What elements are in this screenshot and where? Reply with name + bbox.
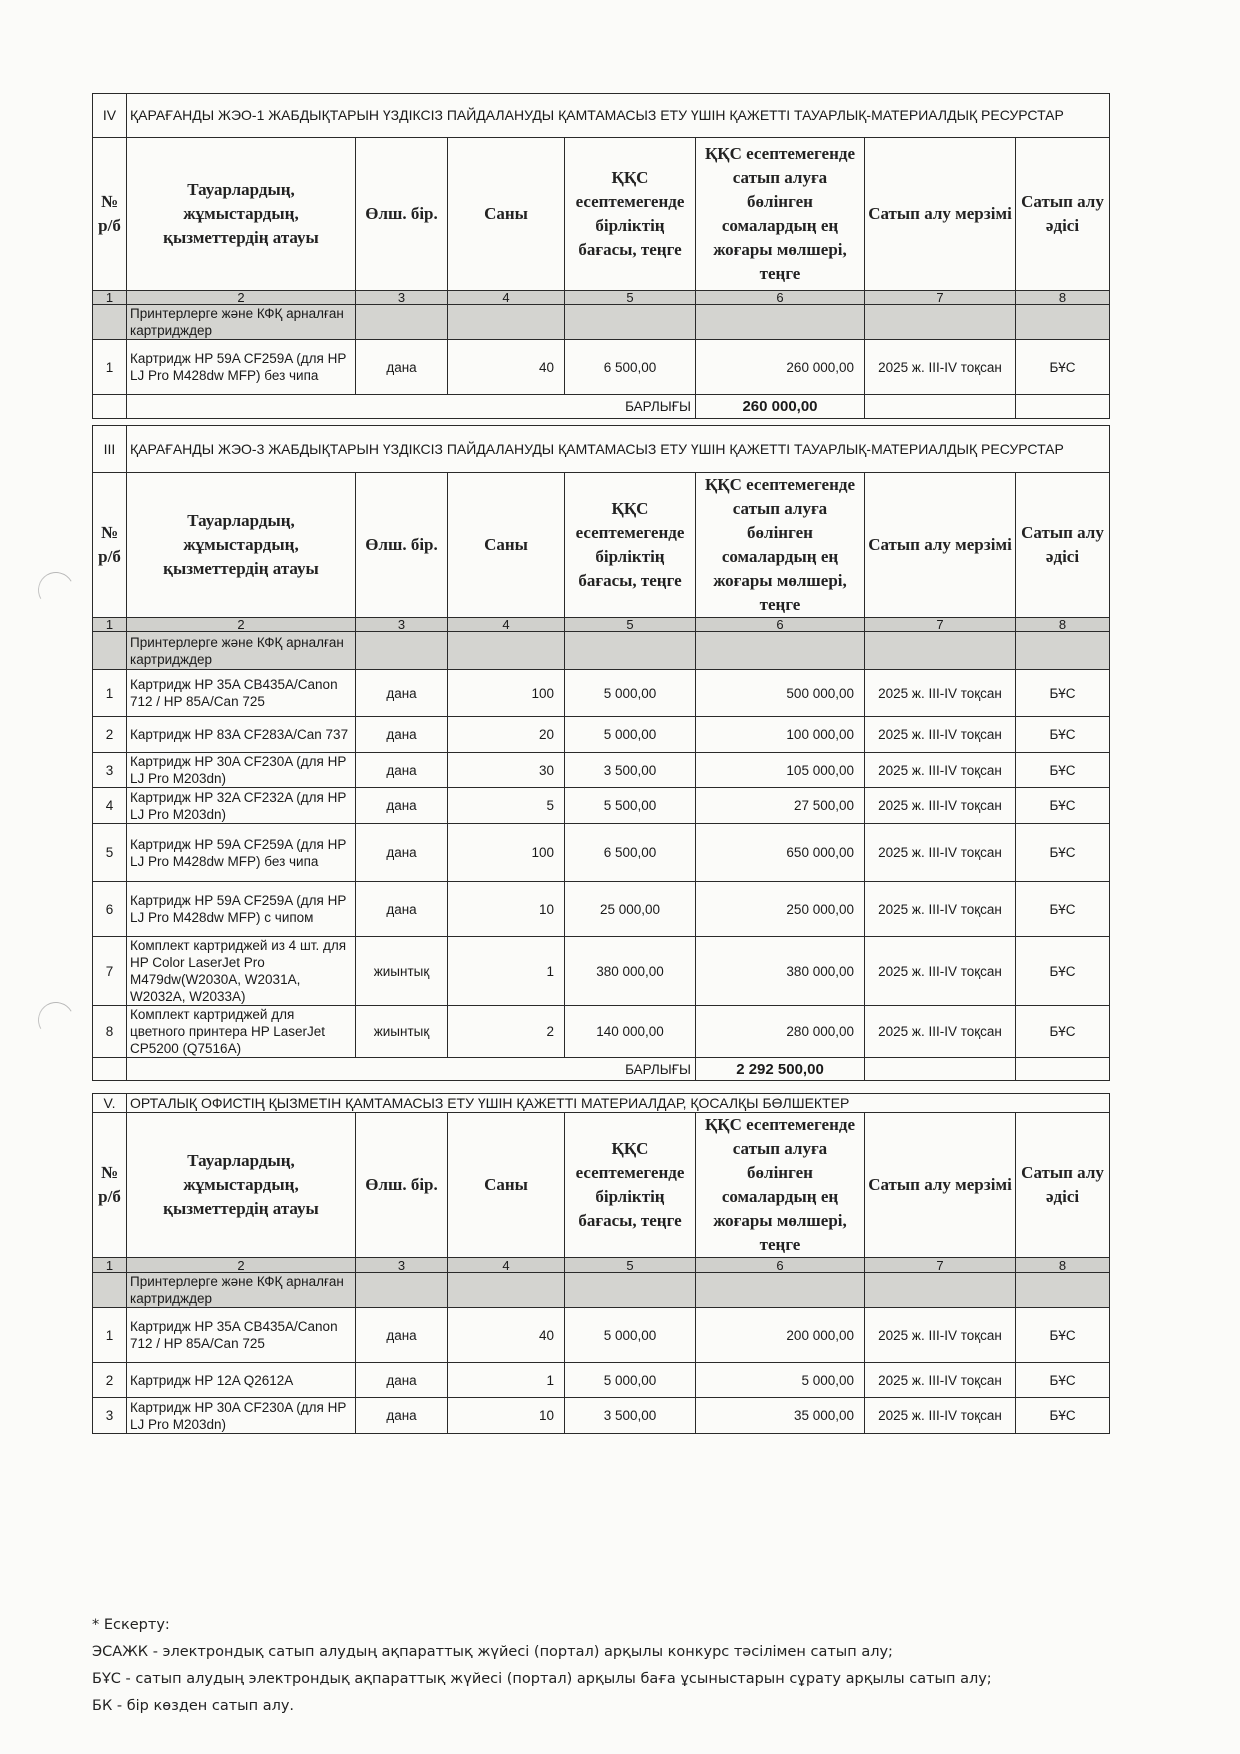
row-unit-price: 25 000,00 — [565, 882, 696, 937]
column-number: 6 — [696, 291, 865, 305]
header-period: Сатып алу мерзімі — [865, 138, 1016, 291]
row-unit-price: 140 000,00 — [565, 1006, 696, 1058]
column-number-row — [93, 618, 1110, 632]
row-name: Картридж HP 32A CF232A (для HP LJ Pro M203dn) — [127, 788, 356, 824]
column-number: 4 — [448, 1258, 565, 1273]
column-number: 3 — [356, 1258, 448, 1273]
column-number: 1 — [93, 1258, 127, 1273]
empty-cell — [448, 632, 565, 670]
notes-heading: * Ескерту: — [92, 1617, 170, 1633]
row-no: 2 — [93, 1363, 127, 1398]
empty-cell — [565, 305, 696, 340]
section-iv-table — [92, 93, 1110, 419]
column-number: 8 — [1016, 291, 1110, 305]
empty-cell — [356, 632, 448, 670]
header-max-amount: ҚҚС есептемегенде сатып алуға бөлінген сомалардың ең жоғары мөлшері, теңге — [696, 1113, 865, 1258]
row-name: Картридж HP 59A CF259A (для HP LJ Pro M428dw MFP) без чипа — [127, 824, 356, 882]
punch-hole-mark — [34, 998, 78, 1042]
header-unit-price: ҚҚС есептемегенде бірліктің бағасы, теңге — [565, 138, 696, 291]
column-number: 1 — [93, 618, 127, 632]
empty-cell — [865, 632, 1016, 670]
row-amount: 27 500,00 — [696, 788, 865, 824]
row-name: Комплект картриджей из 4 шт. для HP Color LaserJet Pro M479dw(W2030A, W2031A, W2032A, W2033A) — [127, 937, 356, 1006]
header-unit: Өлш. бір. — [356, 473, 448, 618]
row-qty: 2 — [448, 1006, 565, 1058]
header-method: Сатып алу әдісі — [1016, 473, 1110, 618]
column-number: 8 — [1016, 618, 1110, 632]
empty-cell — [696, 632, 865, 670]
header-qty: Саны — [448, 473, 565, 618]
empty-cell — [356, 1273, 448, 1308]
empty-cell — [93, 1273, 127, 1308]
row-no: 1 — [93, 340, 127, 395]
row-qty: 10 — [448, 1398, 565, 1434]
row-period: 2025 ж. III-IV тоқсан — [865, 1363, 1016, 1398]
section-title-row — [93, 1094, 1110, 1113]
section-iv — [92, 93, 1109, 419]
header-period: Сатып алу мерзімі — [865, 473, 1016, 618]
row-method: БҰС — [1016, 670, 1110, 717]
row-unit: дана — [356, 1363, 448, 1398]
row-qty: 100 — [448, 824, 565, 882]
row-unit: жиынтық — [356, 1006, 448, 1058]
row-name: Картридж HP 30A CF230A (для HP LJ Pro M203dn) — [127, 1398, 356, 1434]
notes-block — [92, 1612, 1142, 1720]
header-name: Тауарлардың, жұмыстардың, қызметтердің атауы — [127, 138, 356, 291]
column-number: 7 — [865, 618, 1016, 632]
row-no: 5 — [93, 824, 127, 882]
row-no: 3 — [93, 753, 127, 788]
row-amount: 250 000,00 — [696, 882, 865, 937]
column-number: 2 — [127, 291, 356, 305]
header-method: Сатып алу әдісі — [1016, 1113, 1110, 1258]
row-qty: 10 — [448, 882, 565, 937]
table-row — [93, 1308, 1110, 1363]
section-number: IV — [93, 94, 127, 138]
row-no: 3 — [93, 1398, 127, 1434]
row-unit: дана — [356, 340, 448, 395]
row-unit: дана — [356, 717, 448, 753]
row-method: БҰС — [1016, 937, 1110, 1006]
category-label: Принтерлерге және КФҚ арналған картридждер — [127, 1273, 356, 1308]
row-unit-price: 5 000,00 — [565, 1308, 696, 1363]
header-unit-price: ҚҚС есептемегенде бірліктің бағасы, теңге — [565, 1113, 696, 1258]
column-number-row — [93, 291, 1110, 305]
row-unit-price: 6 500,00 — [565, 340, 696, 395]
section-title-row — [93, 426, 1110, 473]
note-line: БК - бір көзден сатып алу. — [92, 1698, 295, 1714]
row-name: Картридж HP 59A CF259A (для HP LJ Pro M428dw MFP) с чипом — [127, 882, 356, 937]
row-method: БҰС — [1016, 340, 1110, 395]
section-title: ҚАРАҒАНДЫ ЖЭО-1 ЖАБДЫҚТАРЫН ҮЗДІКСІЗ ПАЙДАЛАНУДЫ ҚАМТАМАСЫЗ ЕТУ ҮШІН ҚАЖЕТТІ ТАУАРЛЫҚ-МАТЕРИАЛДЫҚ РЕСУРСТАР — [127, 94, 1110, 138]
table-row — [93, 1398, 1110, 1434]
row-unit-price: 3 500,00 — [565, 1398, 696, 1434]
table-row — [93, 1363, 1110, 1398]
category-row — [93, 305, 1110, 340]
empty-cell — [93, 1058, 127, 1081]
row-method: БҰС — [1016, 1006, 1110, 1058]
column-number: 3 — [356, 291, 448, 305]
category-row — [93, 1273, 1110, 1308]
row-unit-price: 6 500,00 — [565, 824, 696, 882]
table-row — [93, 753, 1110, 788]
row-qty: 1 — [448, 937, 565, 1006]
empty-cell — [865, 1273, 1016, 1308]
row-amount: 100 000,00 — [696, 717, 865, 753]
table-row — [93, 1006, 1110, 1058]
row-name: Картридж HP 35A CB435A/Canon 712 / HP 85A/Can 725 — [127, 670, 356, 717]
note-line: ЭСАЖК - электрондық сатып алудың ақпараттық жүйесі (портал) арқылы конкурс тәсілімен сатып алу; — [92, 1644, 893, 1660]
empty-cell — [448, 305, 565, 340]
row-unit-price: 5 000,00 — [565, 1363, 696, 1398]
row-amount: 280 000,00 — [696, 1006, 865, 1058]
empty-cell — [448, 1273, 565, 1308]
header-qty: Саны — [448, 138, 565, 291]
empty-cell — [865, 395, 1016, 419]
header-no: № р/б — [93, 473, 127, 618]
empty-cell — [1016, 1058, 1110, 1081]
punch-hole-mark — [34, 568, 78, 612]
row-unit: дана — [356, 670, 448, 717]
row-method: БҰС — [1016, 1398, 1110, 1434]
category-label: Принтерлерге және КФҚ арналған картридждер — [127, 305, 356, 340]
row-method: БҰС — [1016, 753, 1110, 788]
column-number: 1 — [93, 291, 127, 305]
row-amount: 650 000,00 — [696, 824, 865, 882]
empty-cell — [565, 1273, 696, 1308]
header-max-amount: ҚҚС есептемегенде сатып алуға бөлінген сомалардың ең жоғары мөлшері, теңге — [696, 138, 865, 291]
table-row — [93, 937, 1110, 1006]
row-amount: 380 000,00 — [696, 937, 865, 1006]
category-row — [93, 632, 1110, 670]
empty-cell — [1016, 305, 1110, 340]
header-period: Сатып алу мерзімі — [865, 1113, 1016, 1258]
row-qty: 40 — [448, 340, 565, 395]
row-amount: 5 000,00 — [696, 1363, 865, 1398]
row-name: Картридж HP 83A CF283A/Can 737 — [127, 717, 356, 753]
row-amount: 500 000,00 — [696, 670, 865, 717]
section-title-row — [93, 94, 1110, 138]
empty-cell — [696, 1273, 865, 1308]
row-no: 6 — [93, 882, 127, 937]
empty-cell — [865, 1058, 1016, 1081]
row-name: Комплект картриджей для цветного принтера HP LaserJet CP5200 (Q7516A) — [127, 1006, 356, 1058]
row-qty: 20 — [448, 717, 565, 753]
table-row — [93, 882, 1110, 937]
total-value: 2 292 500,00 — [696, 1058, 865, 1081]
column-number: 5 — [565, 1258, 696, 1273]
row-unit: дана — [356, 753, 448, 788]
empty-cell — [93, 305, 127, 340]
row-no: 1 — [93, 1308, 127, 1363]
table-row — [93, 340, 1110, 395]
row-amount: 35 000,00 — [696, 1398, 865, 1434]
column-number: 7 — [865, 291, 1016, 305]
empty-cell — [1016, 632, 1110, 670]
column-number-row — [93, 1258, 1110, 1273]
row-period: 2025 ж. III-IV тоқсан — [865, 670, 1016, 717]
section-v — [92, 1093, 1109, 1434]
empty-cell — [565, 632, 696, 670]
total-row — [93, 1058, 1110, 1081]
row-qty: 30 — [448, 753, 565, 788]
row-period: 2025 ж. III-IV тоқсан — [865, 788, 1016, 824]
empty-cell — [696, 305, 865, 340]
section-number: V. — [93, 1094, 127, 1113]
row-unit-price: 5 000,00 — [565, 717, 696, 753]
section-title: ОРТАЛЫҚ ОФИСТІҢ ҚЫЗМЕТІН ҚАМТАМАСЫЗ ЕТУ ҮШІН ҚАЖЕТТІ МАТЕРИАЛДАР, ҚОСАЛҚЫ БӨЛШЕКТЕР — [127, 1094, 1110, 1113]
column-number: 2 — [127, 1258, 356, 1273]
empty-cell — [865, 305, 1016, 340]
row-unit: дана — [356, 824, 448, 882]
row-qty: 100 — [448, 670, 565, 717]
row-unit: дана — [356, 1308, 448, 1363]
row-method: БҰС — [1016, 717, 1110, 753]
row-unit: дана — [356, 788, 448, 824]
header-qty: Саны — [448, 1113, 565, 1258]
row-unit: жиынтық — [356, 937, 448, 1006]
empty-cell — [93, 632, 127, 670]
row-period: 2025 ж. III-IV тоқсан — [865, 937, 1016, 1006]
column-number: 3 — [356, 618, 448, 632]
header-name: Тауарлардың, жұмыстардың, қызметтердің атауы — [127, 1113, 356, 1258]
row-no: 2 — [93, 717, 127, 753]
row-period: 2025 ж. III-IV тоқсан — [865, 1006, 1016, 1058]
row-unit-price: 380 000,00 — [565, 937, 696, 1006]
row-method: БҰС — [1016, 1363, 1110, 1398]
note-line: БҰС - сатып алудың электрондық ақпараттық жүйесі (портал) арқылы баға ұсыныстарын сұрату арқылы сатып алу; — [92, 1671, 992, 1687]
row-name: Картридж HP 30A CF230A (для HP LJ Pro M203dn) — [127, 753, 356, 788]
table-row — [93, 824, 1110, 882]
row-amount: 200 000,00 — [696, 1308, 865, 1363]
row-no: 8 — [93, 1006, 127, 1058]
table-row — [93, 670, 1110, 717]
total-row — [93, 395, 1110, 419]
header-max-amount: ҚҚС есептемегенде сатып алуға бөлінген сомалардың ең жоғары мөлшері, теңге — [696, 473, 865, 618]
header-unit-price: ҚҚС есептемегенде бірліктің бағасы, теңге — [565, 473, 696, 618]
row-method: БҰС — [1016, 1308, 1110, 1363]
total-label: БАРЛЫҒЫ — [127, 1058, 696, 1081]
row-method: БҰС — [1016, 788, 1110, 824]
row-period: 2025 ж. III-IV тоқсан — [865, 1308, 1016, 1363]
row-unit-price: 5 000,00 — [565, 670, 696, 717]
section-iii — [92, 425, 1109, 1081]
row-period: 2025 ж. III-IV тоқсан — [865, 824, 1016, 882]
row-qty: 40 — [448, 1308, 565, 1363]
column-number: 6 — [696, 1258, 865, 1273]
table-row — [93, 788, 1110, 824]
header-name: Тауарлардың, жұмыстардың, қызметтердің атауы — [127, 473, 356, 618]
section-number: III — [93, 426, 127, 473]
total-value: 260 000,00 — [696, 395, 865, 419]
header-no: № р/б — [93, 1113, 127, 1258]
row-qty: 1 — [448, 1363, 565, 1398]
table-row — [93, 717, 1110, 753]
column-number: 6 — [696, 618, 865, 632]
row-period: 2025 ж. III-IV тоқсан — [865, 717, 1016, 753]
column-number: 7 — [865, 1258, 1016, 1273]
empty-cell — [356, 305, 448, 340]
column-number: 5 — [565, 291, 696, 305]
empty-cell — [1016, 1273, 1110, 1308]
row-name: Картридж HP 35A CB435A/Canon 712 / HP 85A/Can 725 — [127, 1308, 356, 1363]
column-number: 8 — [1016, 1258, 1110, 1273]
column-number: 4 — [448, 618, 565, 632]
header-row — [93, 473, 1110, 618]
row-unit-price: 5 500,00 — [565, 788, 696, 824]
section-v-table — [92, 1093, 1110, 1434]
row-period: 2025 ж. III-IV тоқсан — [865, 882, 1016, 937]
row-amount: 105 000,00 — [696, 753, 865, 788]
row-unit: дана — [356, 1398, 448, 1434]
section-iii-table — [92, 425, 1110, 1081]
header-method: Сатып алу әдісі — [1016, 138, 1110, 291]
header-row — [93, 138, 1110, 291]
column-number: 5 — [565, 618, 696, 632]
row-no: 7 — [93, 937, 127, 1006]
category-label: Принтерлерге және КФҚ арналған картридждер — [127, 632, 356, 670]
column-number: 2 — [127, 618, 356, 632]
header-unit: Өлш. бір. — [356, 1113, 448, 1258]
row-no: 1 — [93, 670, 127, 717]
header-row — [93, 1113, 1110, 1258]
row-unit-price: 3 500,00 — [565, 753, 696, 788]
row-method: БҰС — [1016, 882, 1110, 937]
row-qty: 5 — [448, 788, 565, 824]
section-title: ҚАРАҒАНДЫ ЖЭО-3 ЖАБДЫҚТАРЫН ҮЗДІКСІЗ ПАЙДАЛАНУДЫ ҚАМТАМАСЫЗ ЕТУ ҮШІН ҚАЖЕТТІ ТАУАРЛЫҚ-МАТЕРИАЛДЫҚ РЕСУРСТАР — [127, 426, 1110, 473]
row-period: 2025 ж. III-IV тоқсан — [865, 753, 1016, 788]
row-unit: дана — [356, 882, 448, 937]
row-period: 2025 ж. III-IV тоқсан — [865, 1398, 1016, 1434]
header-no: № р/б — [93, 138, 127, 291]
row-period: 2025 ж. III-IV тоқсан — [865, 340, 1016, 395]
row-no: 4 — [93, 788, 127, 824]
column-number: 4 — [448, 291, 565, 305]
row-method: БҰС — [1016, 824, 1110, 882]
empty-cell — [1016, 395, 1110, 419]
total-label: БАРЛЫҒЫ — [127, 395, 696, 419]
header-unit: Өлш. бір. — [356, 138, 448, 291]
row-name: Картридж HP 12A Q2612A — [127, 1363, 356, 1398]
empty-cell — [93, 395, 127, 419]
row-amount: 260 000,00 — [696, 340, 865, 395]
row-name: Картридж HP 59A CF259A (для HP LJ Pro M428dw MFP) без чипа — [127, 340, 356, 395]
